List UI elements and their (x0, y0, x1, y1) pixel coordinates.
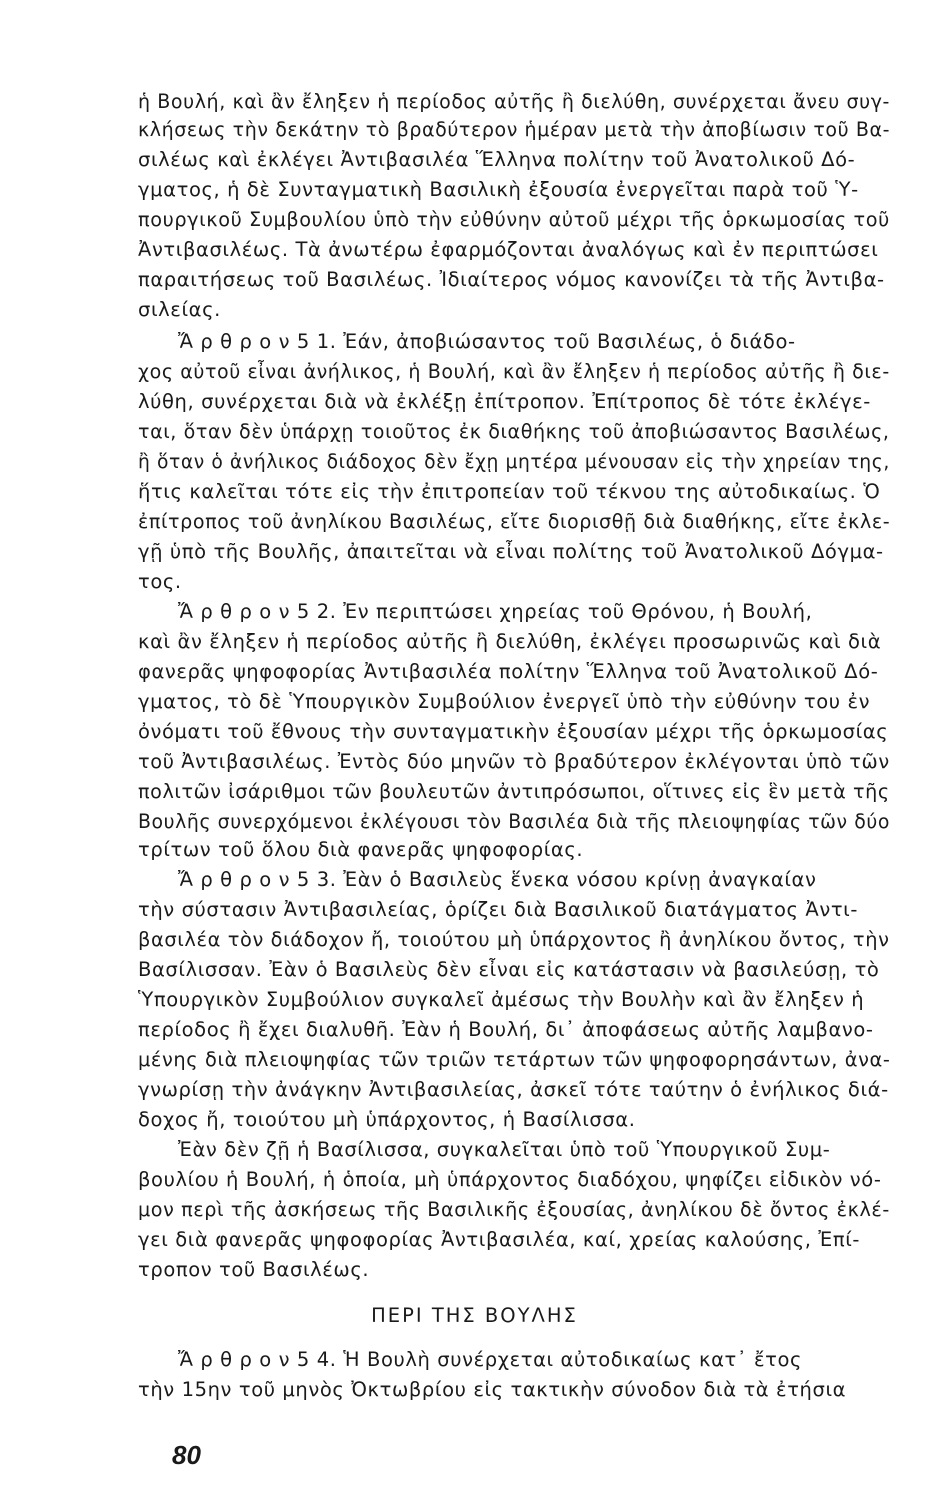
text-line: μον περὶ τῆς ἀσκήσεως τῆς Βασιλικῆς ἐξουσίας, ἀνηλίκου δὲ ὄντος ἐκλέ- (138, 1198, 890, 1221)
text-line: τὴν 15ην τοῦ μηνὸς Ὀκτωβρίου εἰς τακτικὴν σύνοδον διὰ τὰ ἐτήσια (138, 1378, 847, 1401)
text-line: Ὑπουργικὸν Συμβούλιον συγκαλεῖ ἀμέσως τὴν Βουλὴν καὶ ἂν ἔληξεν ἡ (138, 988, 865, 1011)
text-line: φανερᾶς ψηφοφορίας Ἀντιβασιλέα πολίτην Ἕλληνα τοῦ Ἀνατολικοῦ Δό- (138, 660, 879, 683)
text-line: γματος, τὸ δὲ Ὑπουργικὸν Συμβούλιον ἐνεργεῖ ὑπὸ τὴν εὐθύνην του ἐν (138, 690, 871, 713)
text-line: γνωρίσῃ τὴν ἀνάγκην Ἀντιβασιλείας, ἀσκεῖ τότε ταύτην ὁ ἐνήλικος διά- (138, 1078, 889, 1101)
text-line: ται, ὅταν δὲν ὑπάρχῃ τοιοῦτος ἐκ διαθήκης τοῦ ἀποβιώσαντος Βασιλέως, (138, 420, 890, 443)
text-line: Ἄ ρ θ ρ ο ν 5 3. Ἐὰν ὁ Βασιλεὺς ἕνεκα νόσου κρίνῃ ἀναγκαίαν (178, 868, 817, 891)
text-line: Ἀντιβασιλέως. Τὰ ἀνωτέρω ἐφαρμόζονται ἀναλόγως καὶ ἐν περιπτώσει (138, 238, 879, 261)
page-number: 80 (172, 1440, 201, 1470)
text-line: Ἐὰν δὲν ζῇ ἡ Βασίλισσα, συγκαλεῖται ὑπὸ τοῦ Ὑπουργικοῦ Συμ- (178, 1138, 831, 1161)
text-line: χος αὐτοῦ εἶναι ἀνήλικος, ἡ Βουλή, καὶ ἂν ἔληξεν ἡ περίοδος αὐτῆς ἢ διε- (138, 360, 890, 383)
text-line: Ἄ ρ θ ρ ο ν 5 2. Ἐν περιπτώσει χηρείας τοῦ Θρόνου, ἡ Βουλή, (178, 600, 813, 623)
text-line: τροπον τοῦ Βασιλέως. (138, 1258, 370, 1281)
text-line: πουργικοῦ Συμβουλίου ὑπὸ τὴν εὐθύνην αὐτοῦ μέχρι τῆς ὁρκωμοσίας τοῦ (138, 208, 890, 231)
text-line: περίοδος ἢ ἔχει διαλυθῆ. Ἐὰν ἡ Βουλή, δι᾽ ἀποφάσεως αὐτῆς λαμβανο- (138, 1018, 874, 1041)
text-line: σιλέως καὶ ἐκλέγει Ἀντιβασιλέα Ἕλληνα πολίτην τοῦ Ἀνατολικοῦ Δό- (138, 148, 856, 171)
text-line: τος. (138, 570, 182, 593)
text-line: ἢ ὅταν ὁ ἀνήλικος διάδοχος δὲν ἔχῃ μητέρα μένουσαν εἰς τὴν χηρείαν της, (138, 450, 890, 473)
text-line: Ἄ ρ θ ρ ο ν 5 4. Ἡ Βουλὴ συνέρχεται αὐτοδικαίως κατ᾽ ἔτος (178, 1348, 803, 1371)
text-line: γει διὰ φανερᾶς ψηφοφορίας Ἀντιβασιλέα, καί, χρείας καλούσης, Ἐπί- (138, 1228, 861, 1251)
text-line: βουλίου ἡ Βουλή, ἡ ὁποία, μὴ ὑπάρχοντος διαδόχου, ψηφίζει εἰδικὸν νό- (138, 1168, 882, 1191)
text-line: Ἄ ρ θ ρ ο ν 5 1. Ἐάν, ἀποβιώσαντος τοῦ Βασιλέως, ὁ διάδο- (178, 330, 796, 353)
section-heading: ΠΕΡΙ ΤΗΣ ΒΟΥΛΗΣ (371, 1304, 578, 1327)
text-line: ὀνόματι τοῦ ἔθνους τὴν συνταγματικὴν ἐξουσίαν μέχρι τῆς ὁρκωμοσίας (138, 720, 889, 743)
text-line: τρίτων τοῦ ὅλου διὰ φανερᾶς ψηφοφορίας. (138, 838, 584, 861)
text-line: μένης διὰ πλειοψηφίας τῶν τριῶν τετάρτων τῶν ψηφοφορησάντων, ἀνα- (138, 1048, 891, 1071)
text-line: σιλείας. (138, 298, 221, 321)
text-line: γῇ ὑπὸ τῆς Βουλῆς, ἀπαιτεῖται νὰ εἶναι πολίτης τοῦ Ἀνατολικοῦ Δόγμα- (138, 540, 884, 563)
text-line: γματος, ἡ δὲ Συνταγματικὴ Βασιλικὴ ἐξουσία ἐνεργεῖται παρὰ τοῦ Ὑ- (138, 178, 859, 201)
text-line: Βουλῆς συνερχόμενοι ἐκλέγουσι τὸν Βασιλέα διὰ τῆς πλειοψηφίας τῶν δύο (138, 810, 890, 833)
text-line: βασιλέα τὸν διάδοχον ἤ, τοιούτου μὴ ὑπάρχοντος ἢ ἀνηλίκου ὄντος, τὴν (138, 928, 890, 951)
text-line: πολιτῶν ἰσάριθμοι τῶν βουλευτῶν ἀντιπρόσωποι, οἵτινες εἰς ἓν μετὰ τῆς (138, 780, 890, 803)
text-line: τοῦ Ἀντιβασιλέως. Ἐντὸς δύο μηνῶν τὸ βραδύτερον ἐκλέγονται ὑπὸ τῶν (138, 750, 890, 773)
text-line: παραιτήσεως τοῦ Βασιλέως. Ἰδιαίτερος νόμος κανονίζει τὰ τῆς Ἀντιβα- (138, 268, 885, 291)
text-line: Βασίλισσαν. Ἐὰν ὁ Βασιλεὺς δὲν εἶναι εἰς κατάστασιν νὰ βασιλεύσῃ, τὸ (138, 958, 880, 981)
text-line: δοχος ἤ, τοιούτου μὴ ὑπάρχοντος, ἡ Βασίλισσα. (138, 1108, 636, 1131)
text-line: τὴν σύστασιν Ἀντιβασιλείας, ὁρίζει διὰ Βασιλικοῦ διατάγματος Ἀντι- (138, 898, 858, 921)
text-line: κλήσεως τὴν δεκάτην τὸ βραδύτερον ἡμέραν μετὰ τὴν ἀποβίωσιν τοῦ Βα- (138, 118, 891, 141)
text-line: ἡ Βουλή, καὶ ἂν ἔληξεν ἡ περίοδος αὐτῆς ἢ διελύθη, συνέρχεται ἄνευ συγ- (138, 90, 891, 113)
text-line: λύθη, συνέρχεται διὰ νὰ ἐκλέξῃ ἐπίτροπον. Ἐπίτροπος δὲ τότε ἐκλέγε- (138, 390, 871, 413)
text-line: καὶ ἂν ἔληξεν ἡ περίοδος αὐτῆς ἢ διελύθη, ἐκλέγει προσωρινῶς καὶ διὰ (138, 630, 882, 653)
text-line: ἥτις καλεῖται τότε εἰς τὴν ἐπιτροπείαν τοῦ τέκνου της αὐτοδικαίως. Ὁ (138, 480, 881, 503)
text-line: ἐπίτροπος τοῦ ἀνηλίκου Βασιλέως, εἴτε διορισθῇ διὰ διαθήκης, εἴτε ἐκλε- (138, 510, 891, 533)
